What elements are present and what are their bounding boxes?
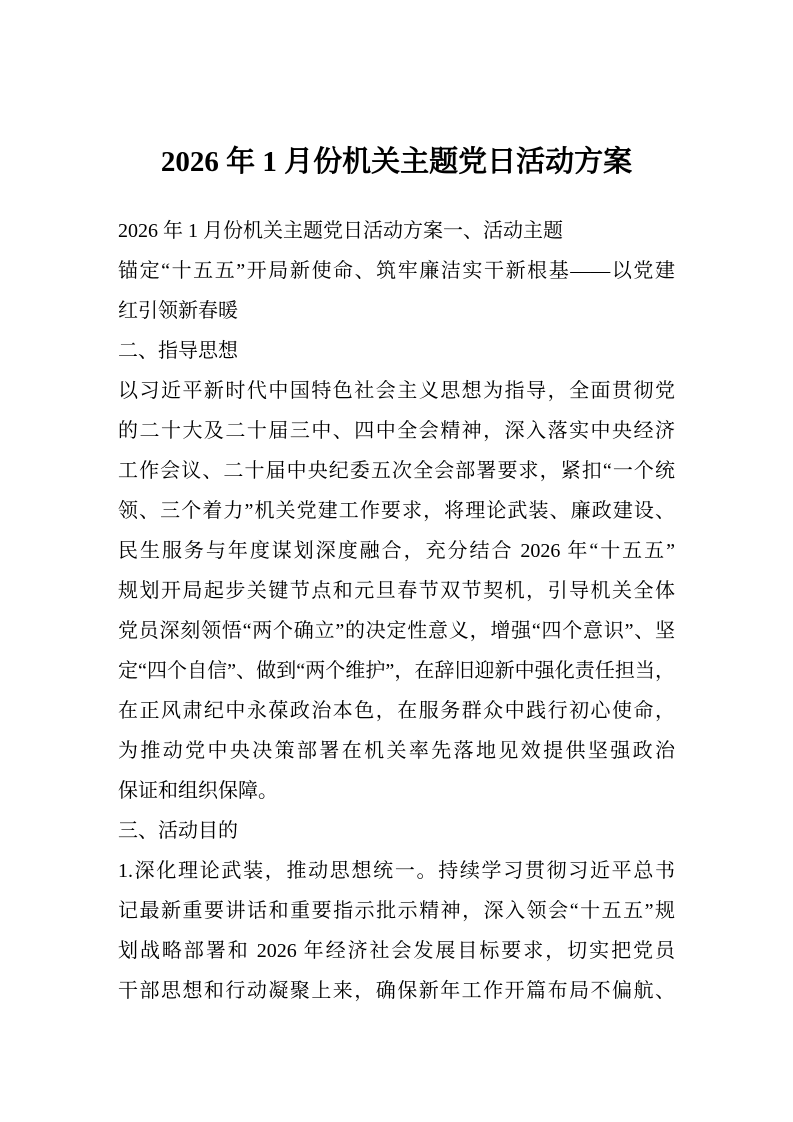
text-line: 规划开局起步关键节点和元旦春节双节契机，引导机关全体	[118, 580, 675, 603]
text-line: 党员深刻领悟“两个确立”的决定性意义，增强“四个意识”、坚	[118, 620, 675, 643]
text-line: 二、指导思想	[118, 340, 238, 363]
document-body	[118, 211, 675, 1011]
text-line: 2026 年 1 月份机关主题党日活动方案一、活动主题	[118, 220, 563, 243]
text-line: 定“四个自信”、做到“两个维护”，在辞旧迎新中强化责任担当，	[118, 660, 675, 683]
text-line: 以习近平新时代中国特色社会主义思想为指导，全面贯彻党	[118, 380, 675, 403]
text-line: 在正风肃纪中永葆政治本色，在服务群众中践行初心使命，	[118, 700, 675, 723]
text-line: 的二十大及二十届三中、四中全会精神，深入落实中央经济	[118, 420, 675, 443]
document-title: 2026 年 1 月份机关主题党日活动方案	[160, 146, 633, 179]
text-line: 1.深化理论武装，推动思想统一。持续学习贯彻习近平总书	[118, 860, 675, 883]
text-line: 干部思想和行动凝聚上来，确保新年工作开篇布局不偏航、	[118, 980, 675, 1003]
text-line: 民生服务与年度谋划深度融合，充分结合 2026 年“十五五”	[118, 540, 675, 563]
text-line: 记最新重要讲话和重要指示批示精神，深入领会“十五五”规	[118, 900, 675, 923]
text-line: 划战略部署和 2026 年经济社会发展目标要求，切实把党员	[118, 940, 675, 963]
text-line: 三、活动目的	[118, 820, 238, 843]
text-line: 锚定“十五五”开局新使命、筑牢廉洁实干新根基——以党建	[118, 260, 675, 283]
text-line: 工作会议、二十届中央纪委五次全会部署要求，紧扣“一个统	[118, 460, 675, 483]
text-line: 领、三个着力”机关党建工作要求，将理论武装、廉政建设、	[118, 500, 675, 523]
text-line: 为推动党中央决策部署在机关率先落地见效提供坚强政治	[118, 740, 675, 763]
text-line: 红引领新春暖	[118, 300, 238, 323]
text-line: 保证和组织保障。	[118, 780, 278, 803]
